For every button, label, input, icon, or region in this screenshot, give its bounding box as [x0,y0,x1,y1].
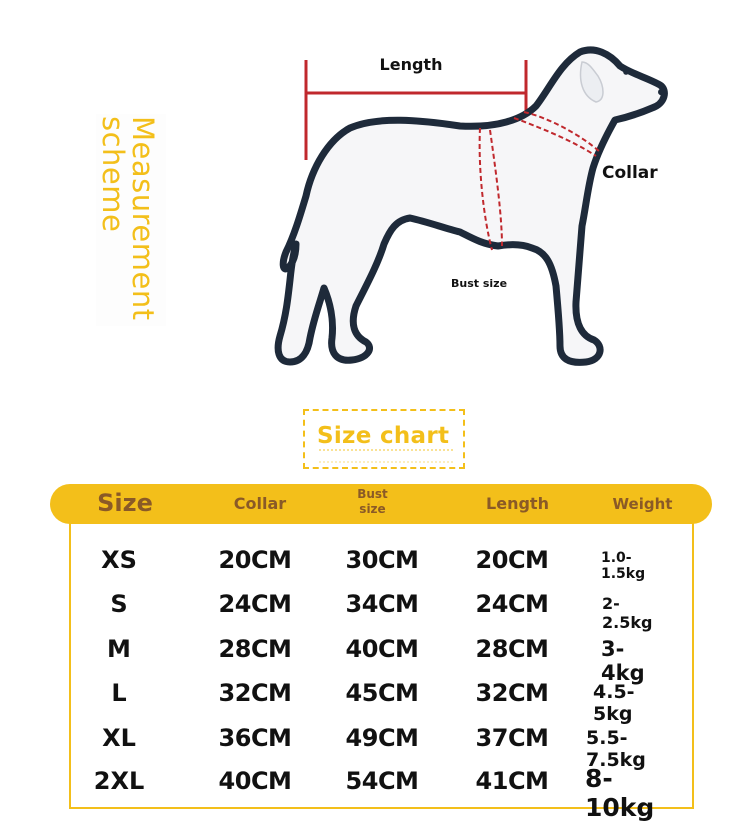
title-line-1: Measurement [126,116,160,321]
cell-weight: 1.0-1.5kg [601,550,646,582]
cell-weight: 8-10kg [585,764,655,822]
header-size: Size [97,489,153,517]
cell-weight: 3-4kg [601,637,645,685]
cell-bust: 34CM [345,590,419,618]
cell-weight: 4.5-5kg [593,681,635,725]
title-reflection-decoration [319,449,453,463]
cell-length: 20CM [475,546,549,574]
dog-eye [623,69,629,75]
cell-size: L [111,679,127,707]
dog-measurement-diagram [260,40,680,375]
cell-length: 41CM [475,767,549,795]
cell-weight: 2-2.5kg [602,594,653,632]
cell-length: 37CM [475,724,549,752]
header-weight: Weight [612,495,673,513]
header-length: Length [486,494,549,513]
dog-nose [658,89,666,96]
cell-collar: 24CM [218,590,292,618]
measurement-scheme-title [96,114,166,326]
cell-size: XS [101,546,137,574]
size-chart-title: Size chart [317,423,450,449]
cell-bust: 49CM [345,724,419,752]
header-bust-size: Bust size [357,487,388,516]
cell-weight: 5.5-7.5kg [586,727,646,771]
cell-collar: 28CM [218,635,292,663]
cell-bust: 45CM [345,679,419,707]
cell-size: S [110,590,128,618]
cell-collar: 32CM [218,679,292,707]
size-table-header [50,484,712,524]
length-label: Length [379,55,443,74]
title-line-2: scheme [96,116,130,233]
cell-bust: 54CM [345,767,419,795]
cell-bust: 30CM [345,546,419,574]
cell-size: M [107,635,131,663]
cell-collar: 20CM [218,546,292,574]
cell-collar: 36CM [218,724,292,752]
cell-length: 32CM [475,679,549,707]
bust-size-label: Bust size [451,277,508,290]
cell-collar: 40CM [218,767,292,795]
cell-length: 28CM [475,635,549,663]
cell-bust: 40CM [345,635,419,663]
header-collar: Collar [233,494,287,513]
dog-silhouette [278,50,664,362]
size-chart-title-box [303,409,465,469]
cell-size: XL [102,724,136,752]
cell-size: 2XL [93,767,145,795]
collar-label: Collar [602,163,658,183]
cell-length: 24CM [475,590,549,618]
